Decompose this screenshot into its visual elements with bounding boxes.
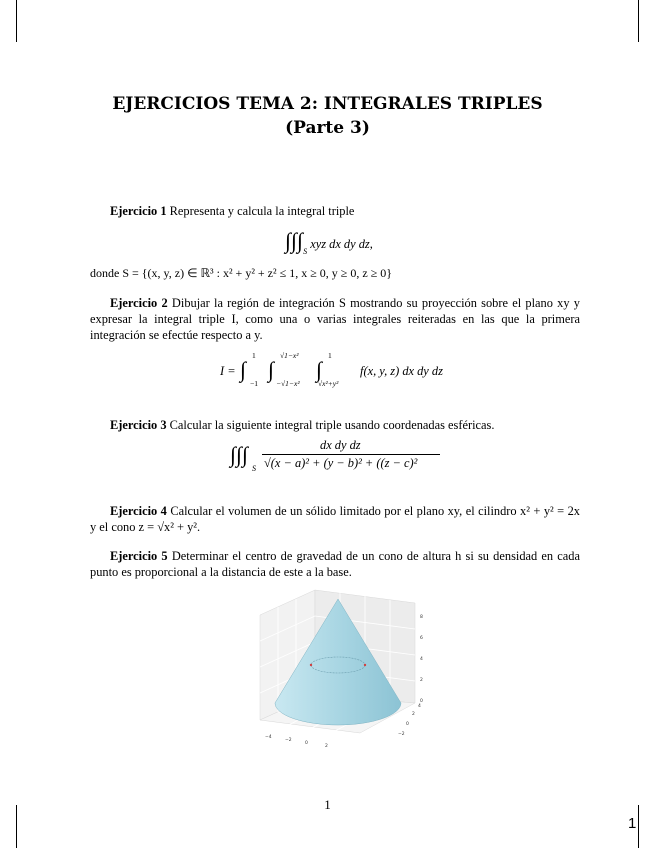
z-tick: 6	[420, 636, 423, 641]
exercise-2-label: Ejercicio 2	[110, 296, 168, 310]
cone-3d-plot	[230, 585, 440, 770]
z-tick: 2	[420, 678, 423, 683]
exercise-1	[90, 203, 580, 219]
y-tick: 2	[412, 712, 415, 717]
crop-mark-top-right	[638, 0, 639, 42]
exercise-5	[90, 548, 580, 580]
page-subtitle: (Parte 3)	[285, 118, 370, 138]
x-tick: 2	[325, 744, 328, 749]
y-tick: 0	[406, 722, 409, 727]
x-tick: −4	[265, 735, 272, 740]
exercise-1-label: Ejercicio 1	[110, 204, 167, 218]
page-title: EJERCICIOS TEMA 2: INTEGRALES TRIPLES	[112, 94, 543, 114]
exercise-3-label: Ejercicio 3	[110, 418, 167, 432]
crop-mark-top-left	[16, 0, 17, 42]
exercise-3-text: Calcular la siguiente integral triple usando coordenadas esféricas.	[169, 418, 495, 432]
exercise-4-label: Ejercicio 4	[110, 504, 167, 518]
sheet-number: 1	[628, 815, 637, 832]
y-tick: −2	[398, 732, 405, 737]
x-tick: 0	[305, 741, 308, 746]
exercise-4-text: Calcular el volumen de un sólido limitado por el plano xy, el cilindro x² + y² = 2x y el cono z = √x² + y².	[90, 504, 580, 534]
y-tick: 4	[418, 704, 421, 709]
exercise-1-domain: donde S = {(x, y, z) ∈ ℝ³ : x² + y² + z² ≤ 1, x ≥ 0, y ≥ 0, z ≥ 0}	[90, 266, 393, 280]
exercise-1-text: Representa y calcula la integral triple	[169, 204, 355, 218]
exercise-2	[90, 295, 580, 343]
z-tick: 0	[420, 699, 423, 704]
exercise-3-formula: ∫∫∫ S dx dy dz √(x − a)² + (y − b)² + ((z − c)²	[230, 438, 450, 476]
page-number: 1	[324, 797, 331, 812]
exercise-4	[90, 503, 580, 535]
exercise-1-formula: $\int\int\int_S$ xyz dx dy dz,	[285, 228, 373, 256]
z-tick: 8	[420, 615, 423, 620]
exercise-5-text: Determinar el centro de gravedad de un cono de altura h si su densidad en cada punto es proporcional a la distancia de este a la base.	[90, 549, 580, 579]
exercise-5-label: Ejercicio 5	[110, 549, 168, 563]
exercise-2-text: Dibujar la región de integración S mostrando su proyección sobre el plano xy y expresar la integral triple I, como una o varias integrales reiteradas en las que la primera integración se efectúe respecto a y.	[90, 296, 580, 342]
exercise-3	[90, 417, 580, 433]
x-tick: −2	[285, 738, 292, 743]
z-tick: 4	[420, 657, 423, 662]
